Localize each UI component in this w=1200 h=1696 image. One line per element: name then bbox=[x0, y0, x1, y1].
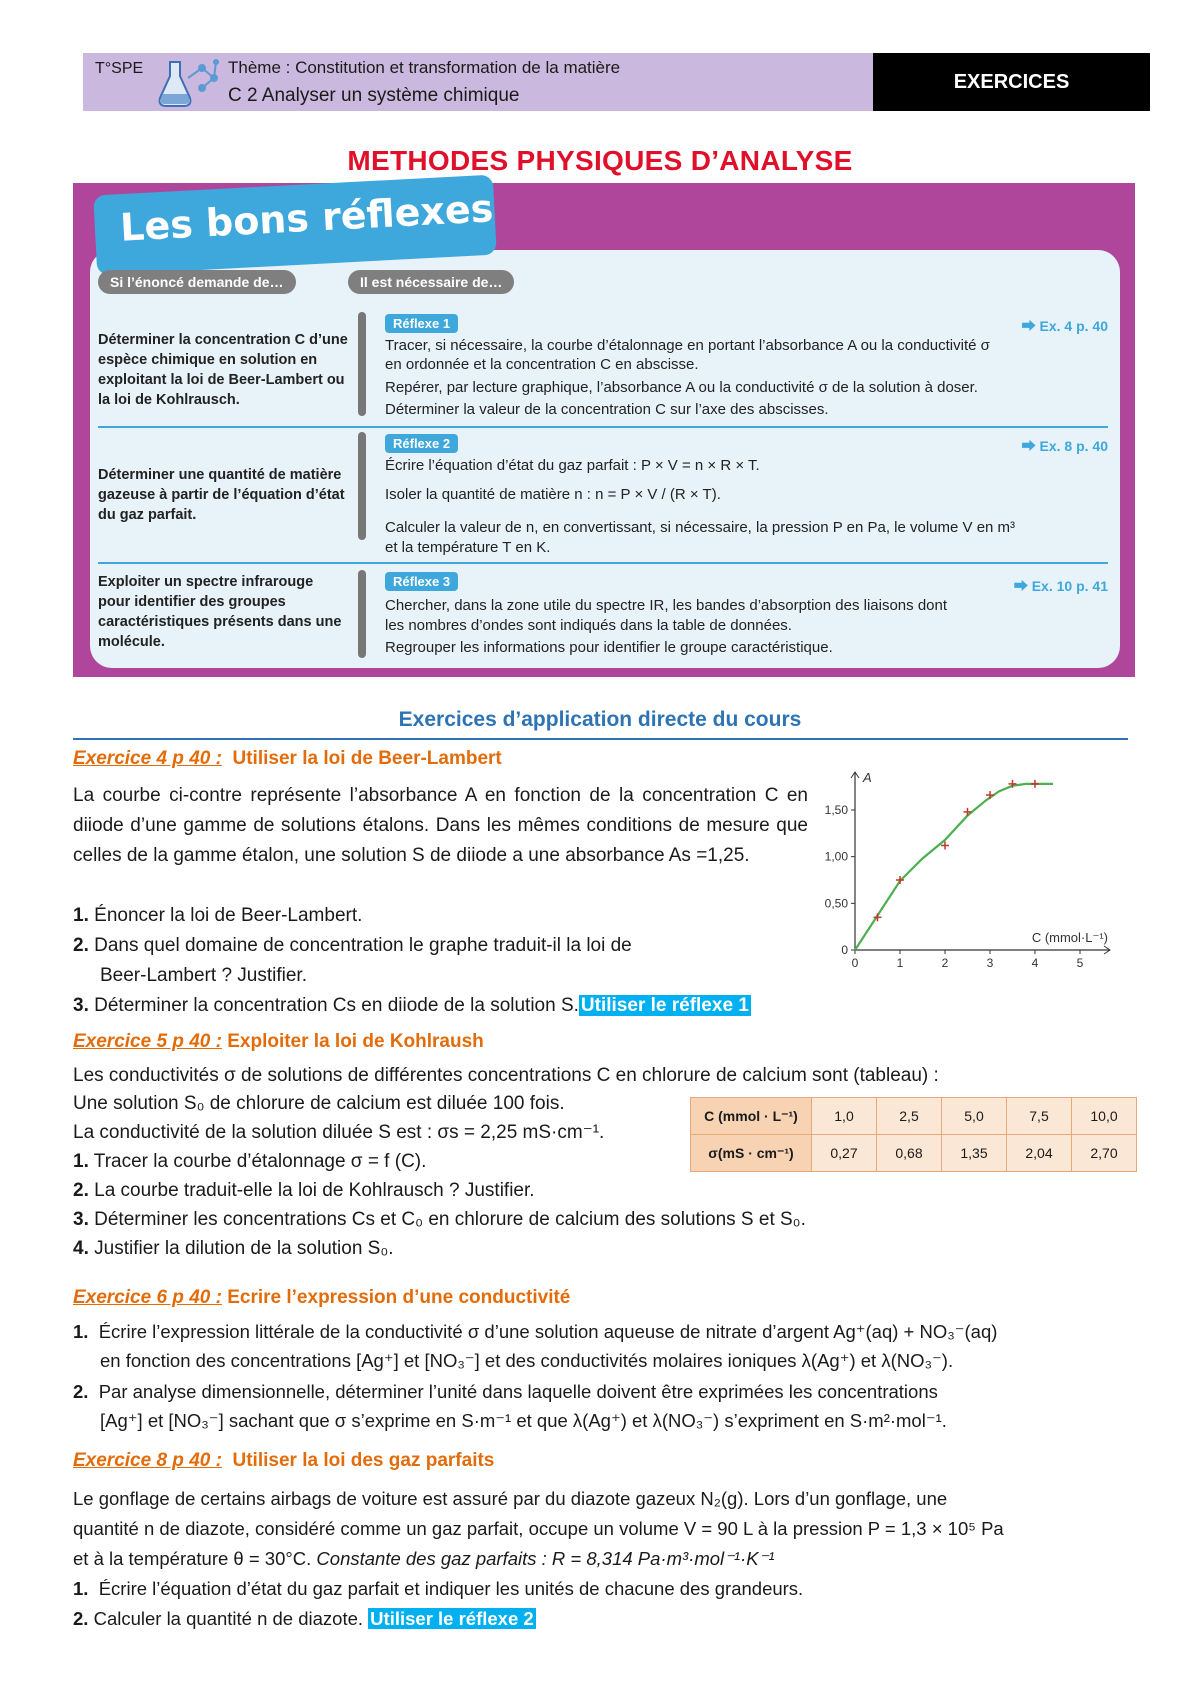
ex6-heading: Exercice 6 p 40 : Ecrire l’expression d’une conductivité bbox=[73, 1287, 571, 1308]
table-cell: 2,04 bbox=[1007, 1135, 1072, 1172]
reflex-3-context: Exploiter un spectre infrarouge pour identifier des groupes caractéristiques présents dans une molécule. bbox=[98, 574, 342, 650]
section-divider bbox=[73, 738, 1128, 740]
ex4-statement: La courbe ci-contre représente l’absorbance A en fonction de la concentration C en diiode d’une gamme de solutions étalons. Dans les mêmes conditions de mesure que celles de la gamme étalon, une solution S de diiode a une absorbance As =1,25. bbox=[73, 785, 808, 866]
flask-icon bbox=[158, 56, 224, 110]
chapter-label: C 2 Analyser un système chimique bbox=[228, 85, 520, 106]
ex5-line-1: Les conductivités σ de solutions de différentes concentrations C en chlorure de calcium sont (tableau) : bbox=[73, 1065, 939, 1086]
page-title: METHODES PHYSIQUES D’ANALYSE bbox=[347, 145, 853, 176]
ex6-question-2: 2. Par analyse dimensionnelle, déterminer l’unité dans laquelle doivent être exprimées les concentrations bbox=[73, 1381, 938, 1402]
ex8-heading: Exercice 8 p 40 : Utiliser la loi des gaz parfaits bbox=[73, 1450, 495, 1471]
x-tick-label: 1 bbox=[896, 956, 904, 970]
row-separator bbox=[98, 426, 1108, 428]
table-row bbox=[691, 1135, 1137, 1172]
x-tick-label: 5 bbox=[1076, 956, 1084, 970]
ex6-question-1-cont: en fonction des concentrations [Ag⁺] et [NO₃⁻] et des conductivités molaires ioniques λ(Ag⁺) et λ(NO₃⁻). bbox=[100, 1350, 954, 1371]
y-axis-label: A bbox=[863, 770, 872, 785]
x-axis-label: C (mmol·L⁻¹) bbox=[1031, 930, 1108, 945]
exercices-badge: EXERCICES bbox=[873, 53, 1150, 111]
level-label: T°SPE bbox=[95, 60, 144, 77]
reflex-3-tag: Réflexe 3 bbox=[385, 572, 458, 591]
reflex-3-bar bbox=[358, 570, 366, 658]
ex5-question-3: 3. Déterminer les concentrations Cs et C₀ en chlorure de calcium des solutions S et S₀. bbox=[73, 1209, 806, 1230]
ex8-line-3: et à la température θ = 30°C. Constante des gaz parfaits : R = 8,314 Pa·m³·mol⁻¹·K⁻¹ bbox=[73, 1548, 775, 1569]
ex6-question-2-cont: [Ag⁺] et [NO₃⁻] sachant que σ s’exprime en S·m⁻¹ et que λ(Ag⁺) et λ(NO₃⁻) s’expriment en S·m²·mol⁻¹. bbox=[100, 1410, 947, 1431]
reflex-1-context: Déterminer la concentration C d’une espèce chimique en solution en exploitant la loi de Beer-Lambert ou la loi de Kohlrausch. bbox=[98, 332, 348, 408]
reflex-3-ref: ⮕ Ex. 10 p. 41 bbox=[1013, 578, 1108, 594]
x-tick-label: 4 bbox=[1031, 956, 1039, 970]
table-cell: 7,5 bbox=[1007, 1098, 1072, 1135]
y-tick-label: 1,50 bbox=[824, 803, 848, 817]
ex8-question-1: 1. Écrire l’équation d’état du gaz parfait et indiquer les unités de chacune des grandeurs. bbox=[73, 1578, 804, 1599]
ex5-line-3: La conductivité de la solution diluée S est : σs = 2,25 mS·cm⁻¹. bbox=[73, 1122, 605, 1143]
conductivity-table bbox=[690, 1097, 1137, 1172]
calibration-curve bbox=[855, 784, 1053, 950]
reflex-1-line: Tracer, si nécessaire, la courbe d’étalonnage en portant l’absorbance A ou la conductivité σ bbox=[385, 337, 990, 354]
ex5-question-2: 2. La courbe traduit-elle la loi de Kohlrausch ? Justifier. bbox=[73, 1180, 535, 1201]
reflex-3-line: les nombres d’ondes sont indiqués dans la table de données. bbox=[385, 617, 792, 634]
table-header: C (mmol · L⁻¹) bbox=[691, 1098, 812, 1135]
reflexes-banner-title: Les bons réflexes bbox=[119, 186, 495, 250]
reflex-2-ref: ⮕ Ex. 8 p. 40 bbox=[1021, 438, 1108, 454]
ex4-question-1: 1. Énoncer la loi de Beer-Lambert. bbox=[73, 905, 363, 926]
section-title: Exercices d’application directe du cours bbox=[398, 708, 802, 731]
reflex-3-line: Chercher, dans la zone utile du spectre IR, les bandes d’absorption des liaisons dont bbox=[385, 597, 948, 614]
table-cell: 0,27 bbox=[812, 1135, 877, 1172]
row-separator bbox=[98, 562, 1108, 564]
ex4-question-2: 2. Dans quel domaine de concentration le graphe traduit-il la loi de bbox=[73, 935, 632, 956]
ex5-line-2: Une solution S₀ de chlorure de calcium est diluée 100 fois. bbox=[73, 1093, 565, 1114]
reflex-2-line: Écrire l’équation d’état du gaz parfait : P × V = n × R × T. bbox=[385, 457, 760, 474]
ex4-heading: Exercice 4 p 40 : Utiliser la loi de Beer-Lambert bbox=[73, 748, 502, 769]
column-head-right: Il est nécessaire de… bbox=[348, 270, 514, 294]
reflex-2-line: Calculer la valeur de n, en convertissant, si nécessaire, la pression P en Pa, le volume V en m³ bbox=[385, 519, 1016, 536]
x-tick-label: 2 bbox=[941, 956, 949, 970]
table-cell: 1,0 bbox=[812, 1098, 877, 1135]
data-point bbox=[986, 791, 994, 799]
absorbance-chart bbox=[810, 760, 1130, 980]
table-header: σ(mS · cm⁻¹) bbox=[691, 1135, 812, 1172]
column-head-left: Si l’énoncé demande de… bbox=[98, 270, 296, 294]
table-cell: 5,0 bbox=[942, 1098, 1007, 1135]
reflex-2-line: Isoler la quantité de matière n : n = P × V / (R × T). bbox=[385, 486, 721, 503]
y-tick-label: 0,50 bbox=[824, 896, 848, 911]
table-cell: 2,5 bbox=[877, 1098, 942, 1135]
ex8-line-1: Le gonflage de certains airbags de voiture est assuré par du diazote gazeux N₂(g). Lors d’un gonflage, une bbox=[73, 1488, 948, 1509]
x-tick-label: 0 bbox=[851, 956, 859, 970]
ex6-question-1: 1. Écrire l’expression littérale de la conductivité σ d’une solution aqueuse de nitrate d’argent Ag⁺(aq) + NO₃⁻(aq) bbox=[73, 1321, 998, 1342]
reflex-2-hint: Utiliser le réflexe 2 bbox=[370, 1608, 534, 1629]
ex5-question-4: 4. Justifier la dilution de la solution S₀. bbox=[73, 1238, 394, 1259]
reflex-1-tag: Réflexe 1 bbox=[385, 314, 458, 333]
reflex-1-line: en ordonnée et la concentration C en abscisse. bbox=[385, 356, 699, 373]
x-tick-label: 3 bbox=[986, 956, 994, 970]
table-cell: 0,68 bbox=[877, 1135, 942, 1172]
reflex-2-tag: Réflexe 2 bbox=[385, 434, 458, 453]
table-cell: 10,0 bbox=[1072, 1098, 1137, 1135]
data-point bbox=[1031, 780, 1039, 788]
ex5-heading: Exercice 5 p 40 : Exploiter la loi de Kohlraush bbox=[73, 1031, 484, 1052]
theme-label: Thème : Constitution et transformation de la matière bbox=[228, 58, 621, 77]
y-tick-label: 1,00 bbox=[824, 849, 848, 864]
reflex-1-line: Déterminer la valeur de la concentration C sur l’axe des abscisses. bbox=[385, 401, 829, 418]
reflex-2-context: Déterminer une quantité de matière gazeuse à partir de l’équation d’état du gaz parfait. bbox=[98, 467, 345, 523]
reflex-3-line: Regrouper les informations pour identifier le groupe caractéristique. bbox=[385, 639, 833, 656]
reflex-1-line: Repérer, par lecture graphique, l’absorbance A ou la conductivité σ de la solution à doser. bbox=[385, 379, 978, 396]
ex4-question-3: 3. Déterminer la concentration Cs en diiode de la solution S. Utiliser le réflexe 1 bbox=[73, 995, 749, 1016]
reflex-2-bar bbox=[358, 432, 366, 540]
table-cell: 2,70 bbox=[1072, 1135, 1137, 1172]
reflex-2-line: et la température T en K. bbox=[385, 539, 551, 556]
ex4-question-2-cont: Beer-Lambert ? Justifier. bbox=[100, 965, 307, 986]
reflex-1-hint: Utiliser le réflexe 1 bbox=[580, 995, 749, 1016]
ex5-question-1: 1. Tracer la courbe d’étalonnage σ = f (C). bbox=[73, 1151, 427, 1172]
reflex-1-bar bbox=[358, 312, 366, 416]
table-row bbox=[691, 1098, 1137, 1135]
table-cell: 1,35 bbox=[942, 1135, 1007, 1172]
ex8-question-2: 2. Calculer la quantité n de diazote. Utiliser le réflexe 2 bbox=[73, 1608, 534, 1629]
reflex-1-ref: ⮕ Ex. 4 p. 40 bbox=[1021, 318, 1108, 334]
y-tick-label: 0 bbox=[841, 943, 848, 957]
ex8-line-2: quantité n de diazote, considéré comme un gaz parfait, occupe un volume V = 90 L à la pression P = 1,3 × 10⁵ Pa bbox=[73, 1518, 1004, 1539]
